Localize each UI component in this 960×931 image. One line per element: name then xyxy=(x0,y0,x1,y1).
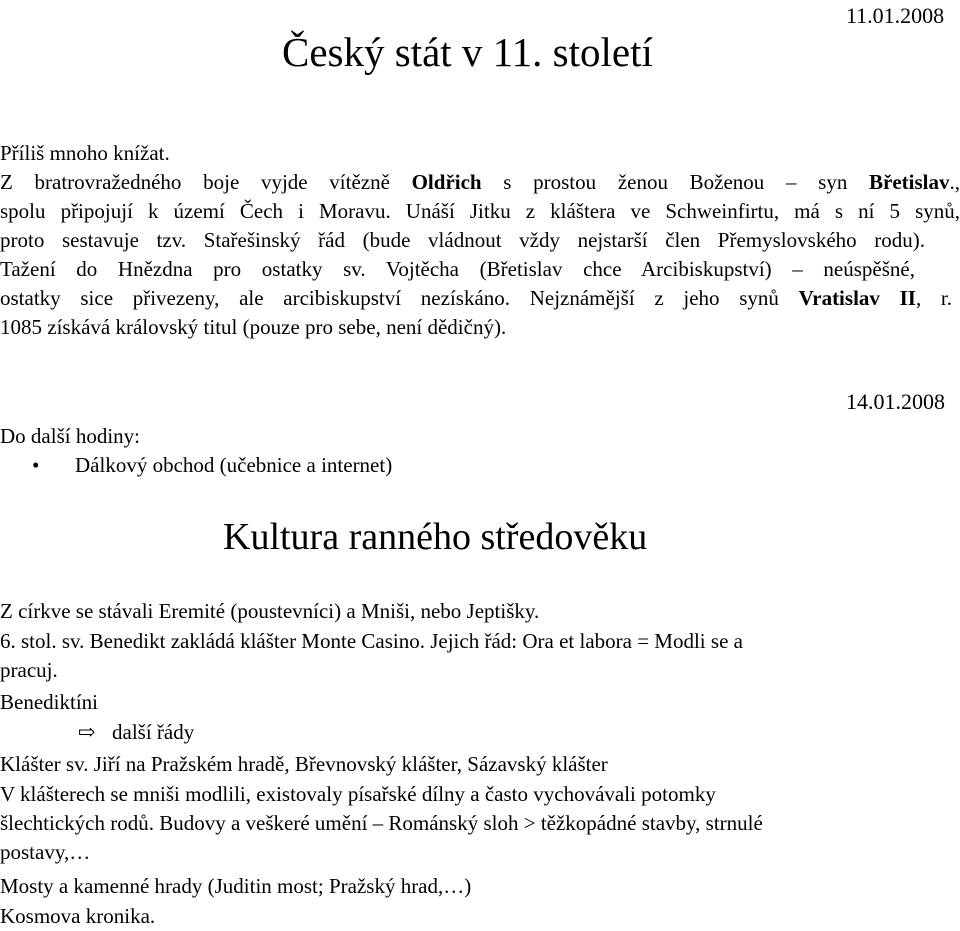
paragraph-line xyxy=(0,284,952,313)
culture-line: Z církve se stávali Eremité (poustevníci) a Mniši, nebo Jeptišky. xyxy=(0,597,539,626)
lead-sentence: Příliš mnoho knížat. xyxy=(0,139,170,168)
page-title: Český stát v 11. století xyxy=(282,26,653,78)
section-title: Kultura ranného středověku xyxy=(223,512,647,562)
text-run: , r. xyxy=(916,286,952,310)
date-header: 11.01.2008 xyxy=(846,2,944,30)
homework-item: Dálkový obchod (učebnice a internet) xyxy=(75,451,392,480)
culture-line: Kosmova kronika. xyxy=(0,902,155,931)
culture-line: Klášter sv. Jiří na Pražském hradě, Břevnovský klášter, Sázavský klášter xyxy=(0,750,608,779)
name-vratislav: Vratislav II xyxy=(799,286,916,310)
paragraph-line: proto sestavuje tzv. Stařešinský řád (bude vládnout vždy nejstarší člen Přemyslovského rodu). xyxy=(0,226,925,255)
paragraph-line: 6. stol. sv. Benedikt zakládá klášter Monte Casino. Jejich řád: Ora et labora = Modli se a xyxy=(0,627,905,656)
culture-paragraph xyxy=(0,627,905,685)
bullet-icon: • xyxy=(32,451,39,480)
paragraph-line: V klášterech se mniši modlili, existovaly písařské dílny a často vychovávali potomky xyxy=(0,780,930,809)
culture-paragraph xyxy=(0,780,930,867)
paragraph-line: pracuj. xyxy=(0,656,905,685)
paragraph-line xyxy=(0,168,960,197)
paragraph-line: postavy,… xyxy=(0,838,930,867)
paragraph-line: 1085 získává královský titul (pouze pro sebe, není dědičný). xyxy=(0,313,960,342)
text-run: ostatky sice přivezeny, ale arcibiskupství nezískáno. Nejznámější z jeho synů xyxy=(0,286,799,310)
date-homework: 14.01.2008 xyxy=(846,388,945,416)
arrow-right-icon: ⇨ xyxy=(78,718,96,747)
paragraph-line: spolu připojují k území Čech i Moravu. Unáší Jitku z kláštera ve Schweinfirtu, má s ní 5 synů, xyxy=(0,197,960,226)
text-run: ., xyxy=(950,170,960,194)
paragraph-line: šlechtických rodů. Budovy a veškeré umění – Románský sloh > těžkopádné stavby, strnulé xyxy=(0,809,930,838)
text-run: Z bratrovražedného boje vyjde vítězně xyxy=(0,170,412,194)
history-paragraph xyxy=(0,168,960,342)
text-run: s prostou ženou Boženou – syn xyxy=(482,170,869,194)
culture-line: Mosty a kamenné hrady (Juditin most; Pražský hrad,…) xyxy=(0,872,471,901)
culture-line: další řády xyxy=(112,718,194,747)
name-oldrich: Oldřich xyxy=(412,170,482,194)
homework-label: Do další hodiny: xyxy=(0,422,140,451)
name-bretislav: Břetislav xyxy=(869,170,949,194)
paragraph-line: Tažení do Hnězdna pro ostatky sv. Vojtěcha (Břetislav chce Arcibiskupství) – neúspěšné, xyxy=(0,255,915,284)
culture-line: Benediktíni xyxy=(0,688,98,717)
